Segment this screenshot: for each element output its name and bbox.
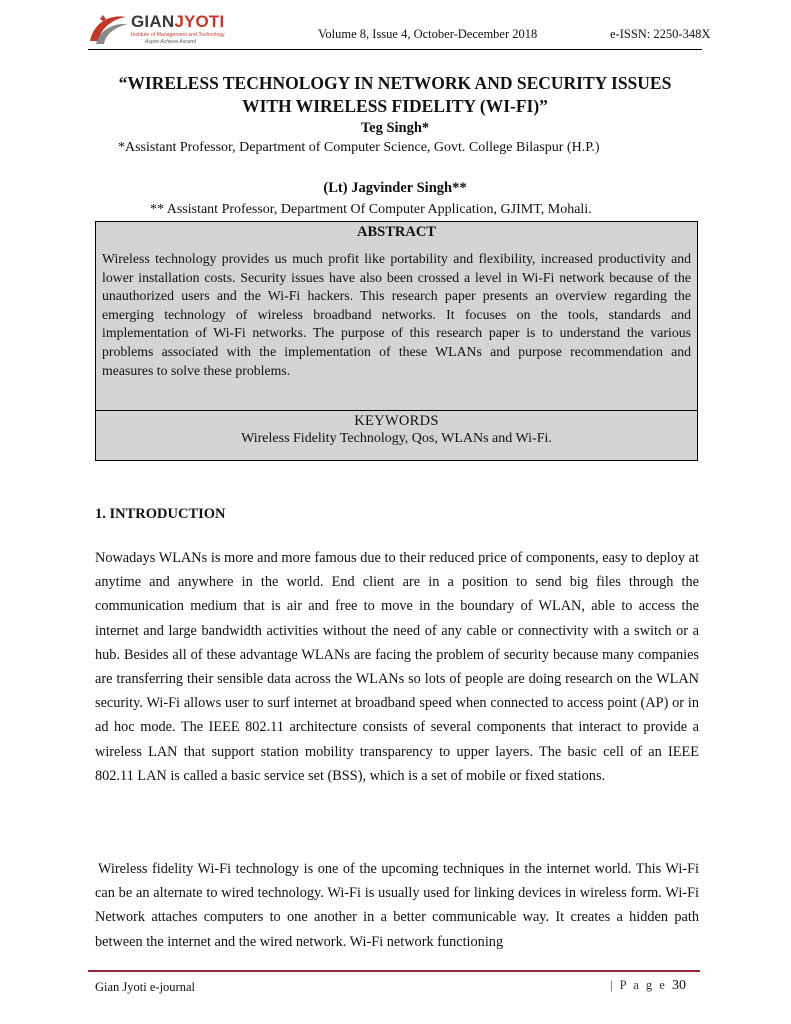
- page-label: | P a g e: [610, 978, 667, 992]
- logo-tagline: Aspire Achieve Ascend: [145, 39, 197, 45]
- keywords-box: [95, 410, 698, 461]
- paper-title-line-2: WITH WIRELESS FIDELITY (WI-FI)”: [242, 96, 548, 116]
- abstract-text: Wireless technology provides us much profit like portability and flexibility, increased productivity and lower installation costs. Security issues have also been crossed a level in Wi-Fi network because of the unauthorized users and the Wi-Fi hackers. This research paper presents an overview regarding the emerging technology of wireless broadband networks. It focuses on the tools, standards and implementation of Wi-Fi networks. The purpose of this research paper is to understand the various problems associated with the implementation of these WLANs and purpose recommendation and measures to solve these problems.: [102, 251, 691, 378]
- page-number-value: 30: [671, 978, 686, 993]
- author-1-name: Teg Singh*: [360, 120, 430, 136]
- author-2-name: (Lt) Jagvinder Singh**: [323, 180, 467, 196]
- logo-wordmark: GIANJYOTI: [131, 12, 225, 31]
- header-divider: [88, 49, 702, 50]
- abstract-box: [95, 221, 698, 411]
- logo-subtitle: Institute of Management and Technology: [131, 32, 225, 38]
- journal-volume: Volume 8, Issue 4, October-December 2018: [318, 27, 538, 41]
- author-2-affiliation: ** Assistant Professor, Department Of Computer Application, GJIMT, Mohali.: [150, 202, 592, 217]
- body-paragraph: Wireless fidelity Wi-Fi technology is one of the upcoming techniques in the internet world. This Wi-Fi can be an alternate to wired technology. Wi-Fi is usually used for linking devices in wireless form. Wi-Fi Network attaches computers to one another in a better communicable way. It creates a hidden path between the internet and the wired network. Wi-Fi network functioning: [95, 861, 699, 950]
- keywords-heading: KEYWORDS: [354, 413, 439, 429]
- keywords-text: Wireless Fidelity Technology, Qos, WLANs and Wi-Fi.: [241, 431, 552, 446]
- footer-divider: [88, 970, 700, 972]
- abstract-heading: ABSTRACT: [357, 224, 436, 240]
- paper-title-line-1: “WIRELESS TECHNOLOGY IN NETWORK AND SECURITY ISSUES: [118, 73, 672, 93]
- footer-journal-name: Gian Jyoti e-journal: [95, 980, 195, 994]
- author-1-affiliation: *Assistant Professor, Department of Computer Science, Govt. College Bilaspur (H.P.): [118, 140, 600, 155]
- section-heading-introduction: 1. INTRODUCTION: [95, 506, 226, 522]
- page-number: [610, 978, 686, 994]
- body-paragraph: Nowadays WLANs is more and more famous due to their reduced price of components, easy to deploy at anytime and anywhere in the world. End client are in a position to send big files through the communication medium that is air and free to move in the boundary of WLAN, able to access the internet and large bandwidth activities without the need of any cable or connectivity with a switch or a hub. Besides all of these advantage WLANs are facing the problem of security because many companies are transferring their sensible data across the WLANs so lots of people are doing research on the WLAN security. Wi-Fi allows user to surf internet at broadband speed when connected to access point (AP) or in ad hoc mode. The IEEE 802.11 architecture consists of several components that interact to provide a wireless LAN that support station mobility transparency to upper layers. The basic cell of an IEEE 802.11 LAN is called a basic service set (BSS), which is a set of mobile or fixed stations.: [95, 550, 699, 784]
- journal-issn: e-ISSN: 2250-348X: [610, 27, 711, 41]
